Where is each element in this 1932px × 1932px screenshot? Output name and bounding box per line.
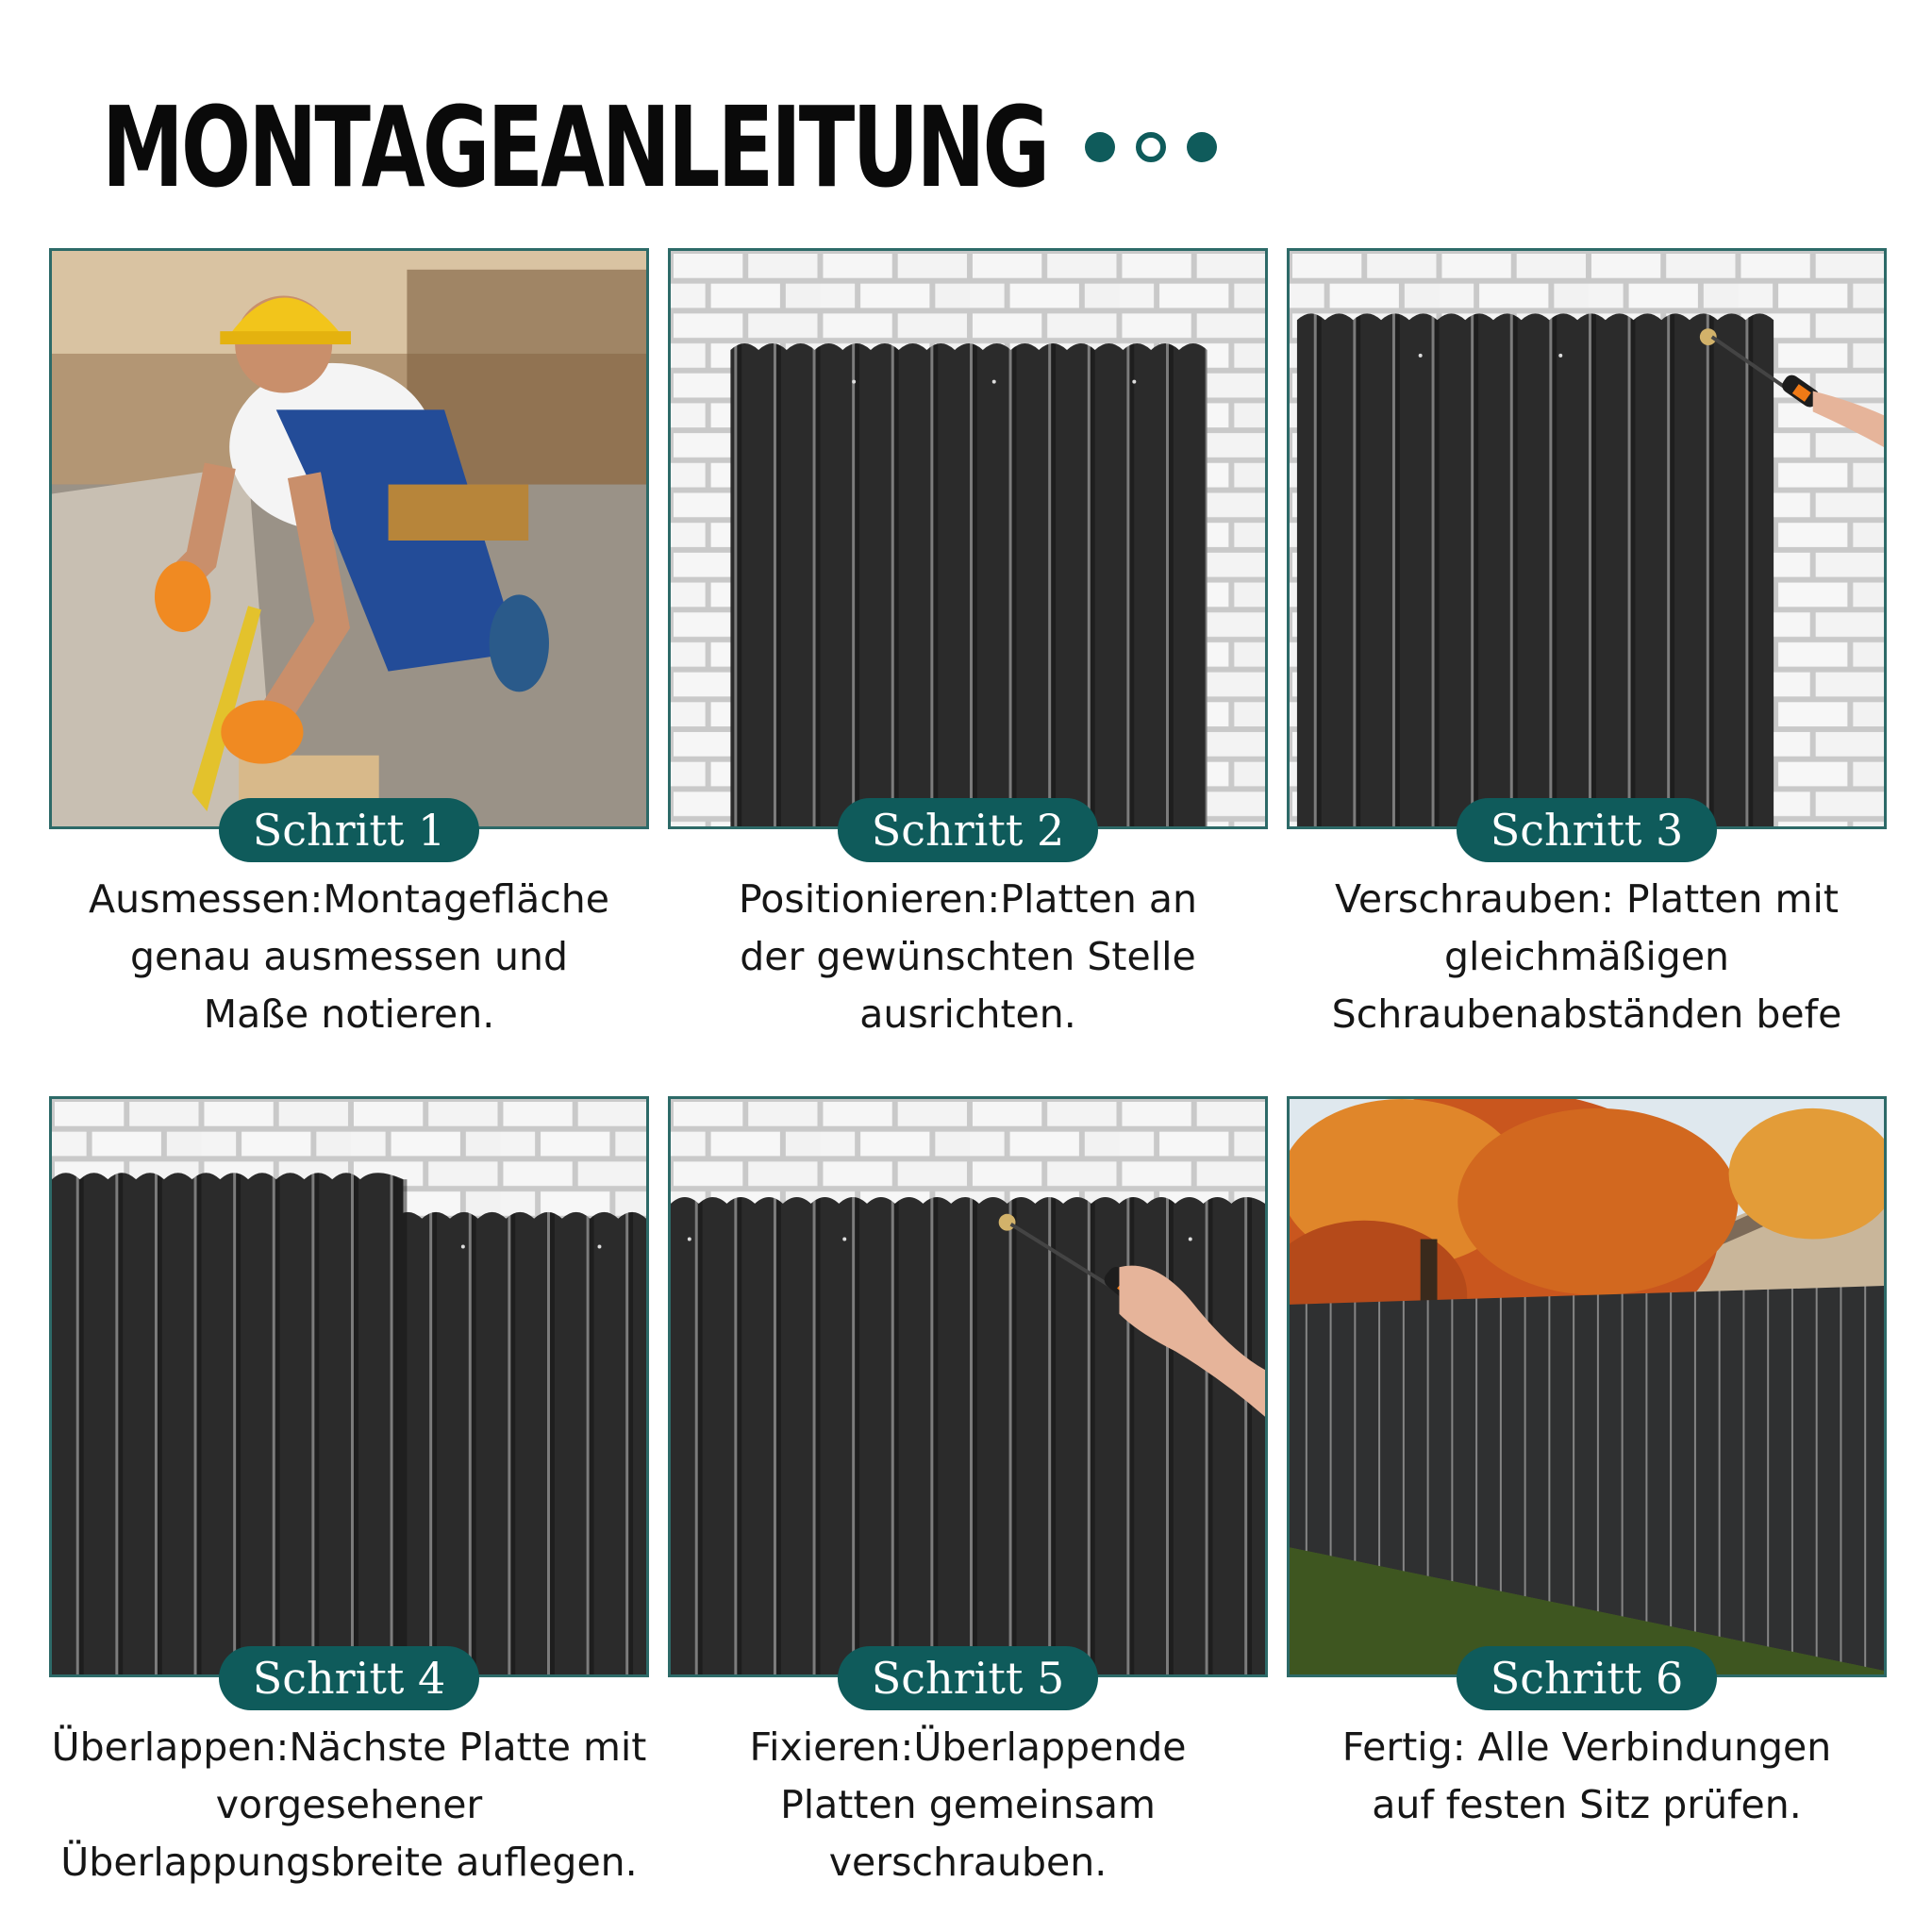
step-badge: Schritt 6 [1457, 1646, 1717, 1710]
caption-line: Verschrauben: Platten mit [1335, 876, 1839, 922]
step-image [1287, 248, 1887, 829]
step-badge: Schritt 1 [219, 798, 479, 862]
caption-line: Platten gemeinsam [780, 1782, 1156, 1827]
caption-line: ausrichten. [859, 991, 1076, 1037]
step-image [49, 1096, 649, 1677]
caption-line: Ausmessen:Montagefläche [89, 876, 609, 922]
step-badge: Schritt 3 [1457, 798, 1717, 862]
caption-line: Überlappen:Nächste Platte mit [51, 1724, 647, 1770]
caption-line: der gewünschten Stelle [740, 934, 1196, 979]
caption-line: genau ausmessen und [130, 934, 568, 979]
page-title: MONTAGEANLEITUNG [102, 82, 1048, 212]
step-caption [640, 1719, 1296, 1891]
step-image [668, 248, 1268, 829]
dot-outline-icon [1136, 132, 1166, 162]
caption-line: Positionieren:Platten an [739, 876, 1197, 922]
worker-measuring-illustration [52, 251, 646, 826]
caption-line: gleichmäßigen [1443, 934, 1730, 979]
step-image [668, 1096, 1268, 1677]
step-image [49, 248, 649, 829]
panel-on-wall-illustration [671, 251, 1265, 826]
step-caption [21, 871, 677, 1043]
step-badge: Schritt 5 [838, 1646, 1098, 1710]
step-image [1287, 1096, 1887, 1677]
step-caption [1258, 871, 1915, 1043]
screwing-overlap-illustration [671, 1099, 1265, 1674]
finished-fence-illustration [1290, 1099, 1884, 1674]
dot-icon [1085, 132, 1115, 162]
caption-line: Überlappungsbreite auflegen. [60, 1840, 638, 1885]
step-caption [1258, 1719, 1915, 1834]
screwing-panel-illustration [1290, 251, 1884, 826]
dot-icon [1187, 132, 1217, 162]
step-caption [640, 871, 1296, 1043]
caption-line: auf festen Sitz prüfen. [1372, 1782, 1802, 1827]
caption-line: vorgesehener [215, 1782, 483, 1827]
caption-line: Maße notieren. [203, 991, 495, 1037]
step-caption [21, 1719, 677, 1891]
caption-line: verschrauben. [828, 1840, 1108, 1885]
caption-line: Fixieren:Überlappende [749, 1724, 1187, 1770]
caption-line: Fertig: Alle Verbindungen [1341, 1724, 1832, 1770]
caption-line: Schraubenabständen befe [1331, 991, 1842, 1037]
step-badge: Schritt 4 [219, 1646, 479, 1710]
step-badge: Schritt 2 [838, 798, 1098, 862]
overlapping-panels-illustration [52, 1099, 646, 1674]
